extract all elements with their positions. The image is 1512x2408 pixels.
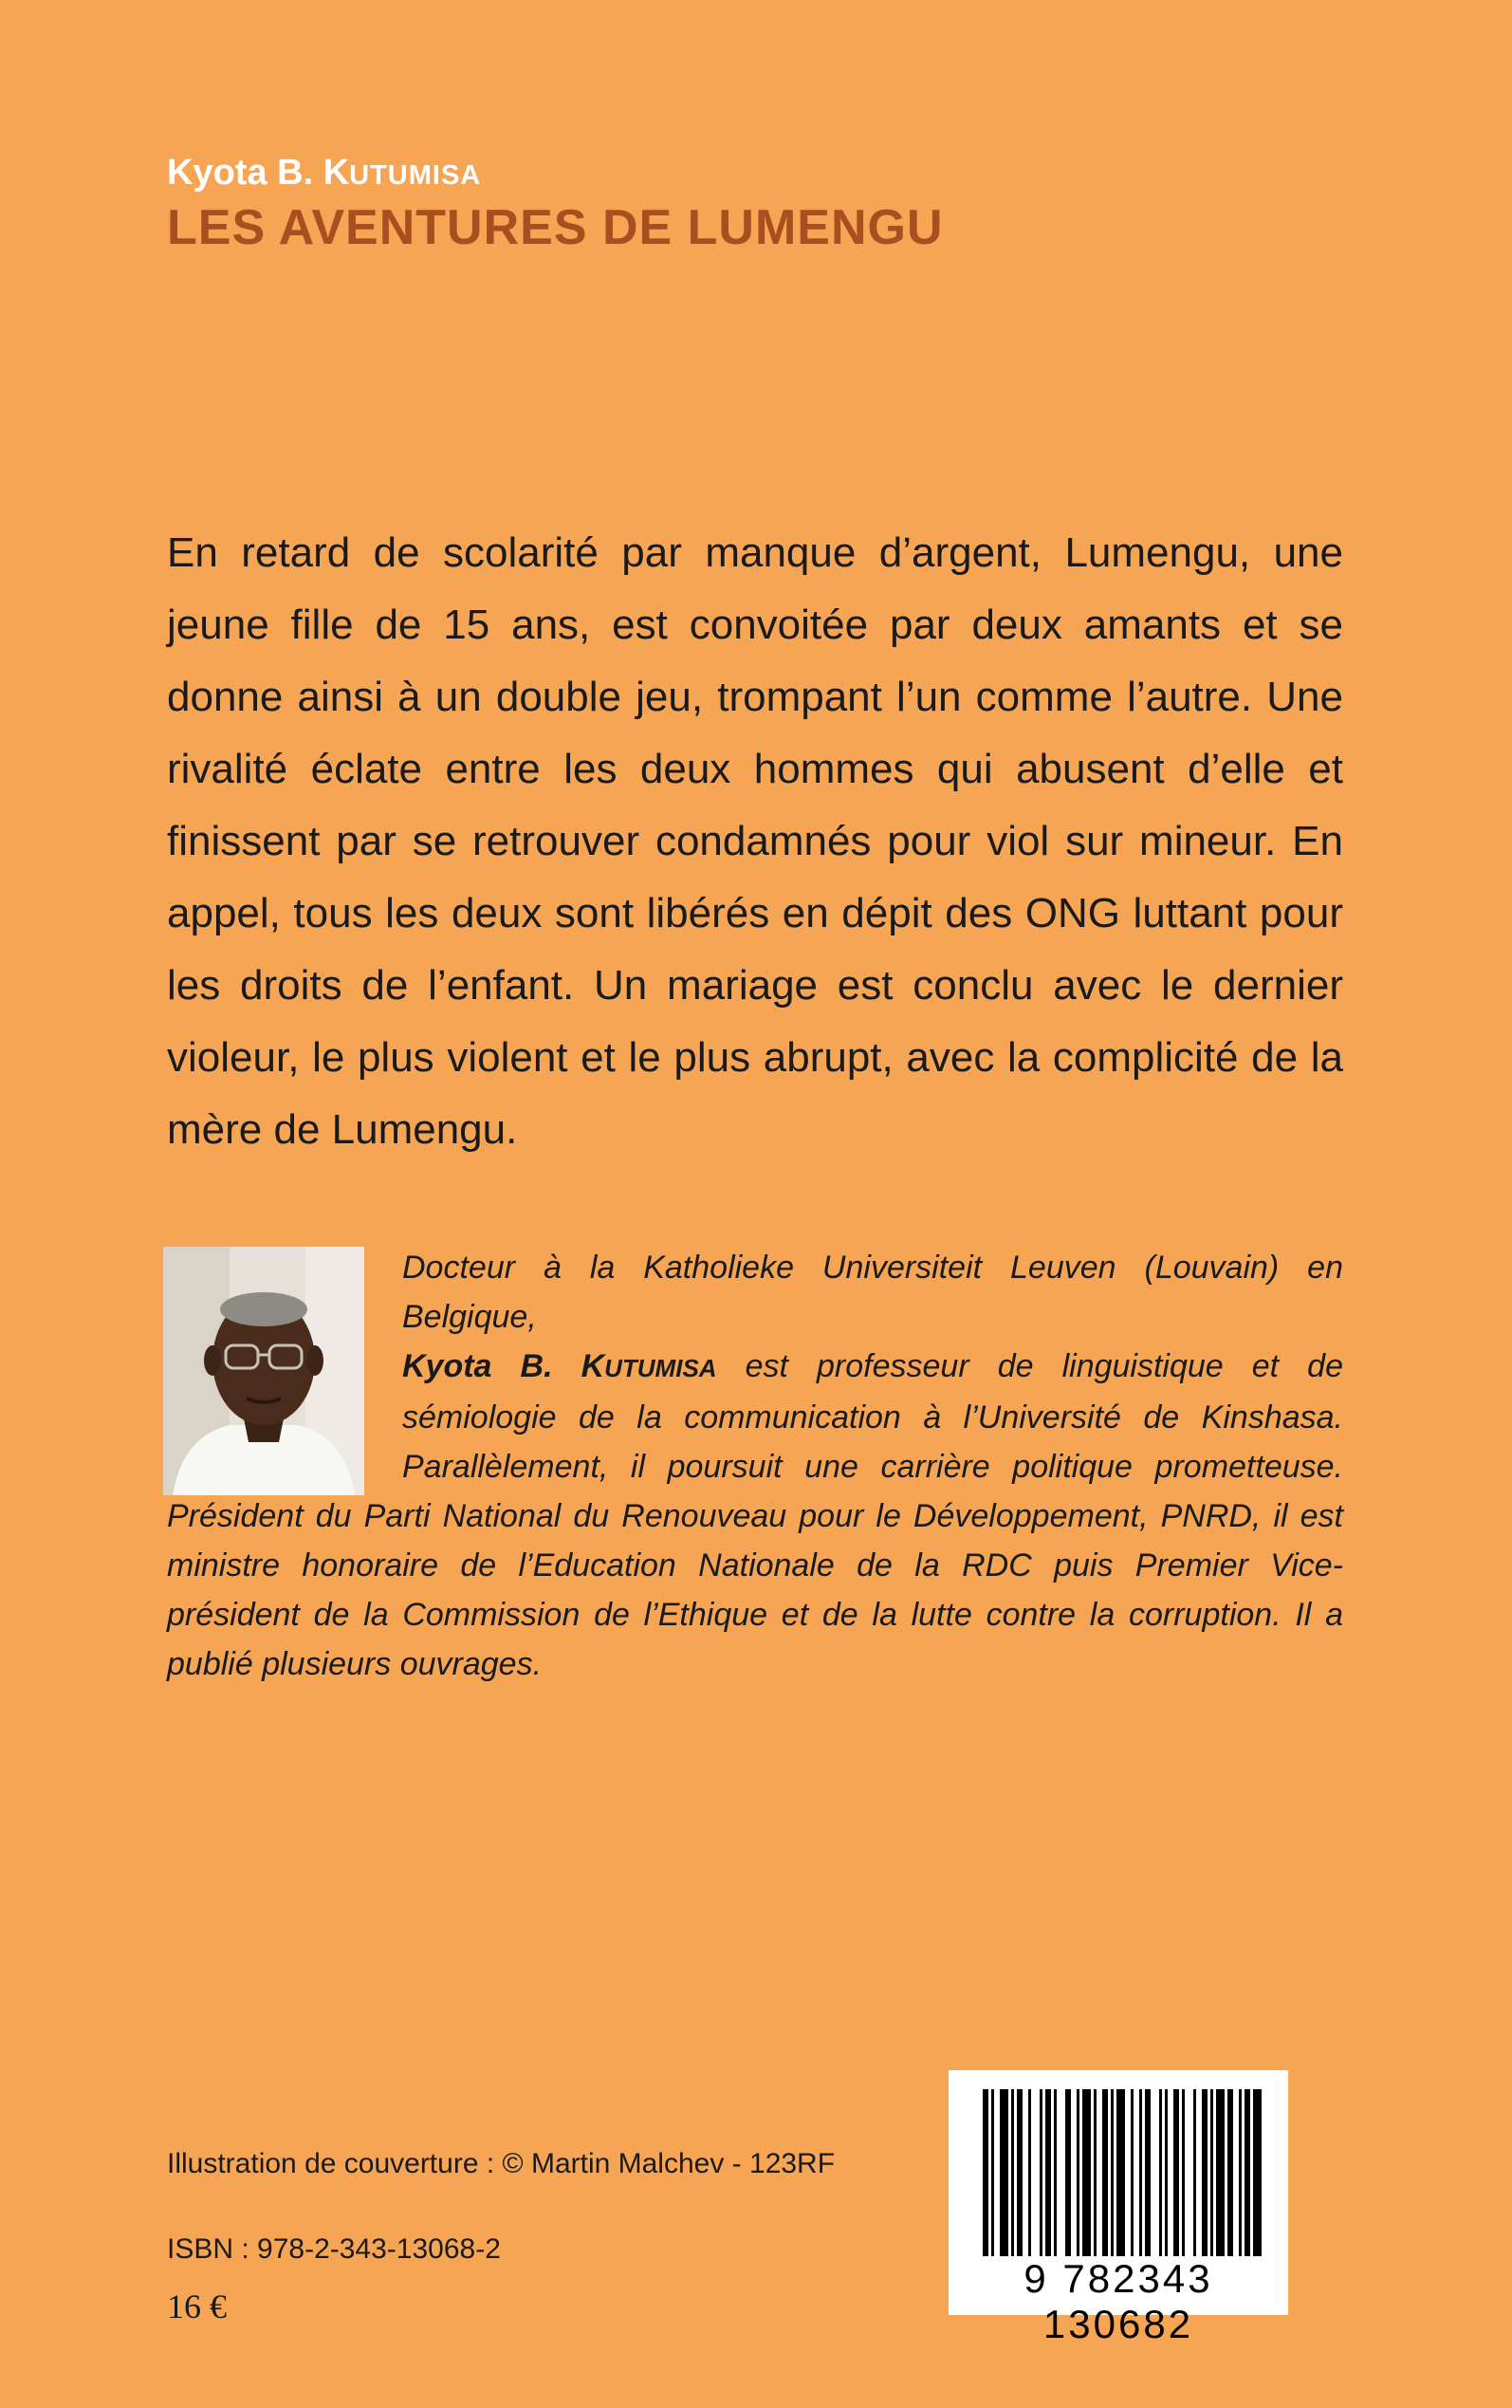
author-first: Kyota B. K — [167, 153, 350, 193]
price: 16 € — [167, 2288, 227, 2325]
barcode-bar — [1082, 2089, 1091, 2256]
book-title: LES AVENTURES DE LUMENGU — [167, 200, 944, 255]
barcode-bar — [1216, 2089, 1225, 2256]
barcode-bar — [1111, 2089, 1114, 2256]
barcode-bar — [1040, 2089, 1042, 2256]
cover-credit: Illustration de couverture : © Martin Malchev - 123RF — [167, 2148, 836, 2179]
barcode-bar — [1193, 2089, 1196, 2256]
barcode-bar — [1173, 2089, 1179, 2256]
barcode-bar — [1227, 2089, 1233, 2256]
barcode-bar — [1011, 2089, 1014, 2256]
barcode-bar — [983, 2089, 988, 2256]
barcode-bar — [1116, 2089, 1125, 2256]
barcode-bar — [1159, 2089, 1162, 2256]
barcode-bar — [1139, 2089, 1142, 2256]
photo-spacer — [167, 1243, 402, 1490]
bio-name-first: Kyota B. K — [402, 1348, 605, 1384]
barcode-bar — [1131, 2089, 1134, 2256]
bio-name-last: UTUMISA — [604, 1354, 717, 1382]
author-name — [167, 152, 481, 196]
barcode-digits: 9 782343 130682 — [1023, 2256, 1213, 2346]
barcode-bar — [1245, 2089, 1250, 2256]
barcode-bar — [1182, 2089, 1185, 2256]
isbn: ISBN : 978-2-343-13068-2 — [167, 2233, 501, 2265]
barcode-bar — [1065, 2089, 1071, 2256]
barcode-bars — [949, 2070, 1288, 2260]
barcode-bar — [1017, 2089, 1023, 2256]
barcode-bar — [1145, 2089, 1151, 2256]
barcode-bar — [1000, 2089, 1008, 2256]
barcode-bar — [991, 2089, 994, 2256]
barcode-bar — [1028, 2089, 1031, 2256]
barcode-bar — [1077, 2089, 1079, 2256]
bio-intro: Docteur à la Katholieke Universiteit Leuven (Louvain) en Belgique, — [402, 1250, 1343, 1335]
barcode-bar — [1253, 2089, 1262, 2256]
barcode-bar — [1102, 2089, 1108, 2256]
barcode-bar — [1045, 2089, 1051, 2256]
bio-body: est professeur de linguistique et de sémiologie de la communication à l’Université de Kinshasa. Parallèlement, il poursuit une carrière politique prometteuse. Président du Parti National du Renouveau pour le Développement, PNRD, il est ministre honoraire de l’Education Nationale de la RDC puis Premier Vice-président de la Commission de l’Ethique et de la lutte contre la corruption. Il a publié plusieurs ouvrages. — [167, 1348, 1343, 1682]
author-bio — [167, 1243, 1343, 1689]
barcode-bar — [1210, 2089, 1213, 2256]
barcode — [949, 2070, 1288, 2346]
bio-author-name — [402, 1348, 717, 1384]
barcode-bar — [1202, 2089, 1208, 2256]
barcode-bar — [1165, 2089, 1168, 2256]
barcode-bar — [1094, 2089, 1097, 2256]
barcode-bar — [1239, 2089, 1242, 2256]
author-last: UTUMISA — [349, 160, 482, 191]
barcode-bar — [1054, 2089, 1057, 2256]
synopsis: En retard de scolarité par manque d’argent, Lumengu, une jeune fille de 15 ans, est convoitée par deux amants et se donne ainsi à un double jeu, trompant l’un comme l’autre. Une rivalité éclate entre les deux hommes qui abusent d’elle et finissent par se retrouver condamnés pour viol sur mineur. En appel, tous les deux sont libérés en dépit des ONG luttant pour les droits de l’enfant. Un mariage est conclu avec le dernier violeur, le plus violent et le plus abrupt, avec la complicité de la mère de Lumengu. — [167, 529, 1343, 1153]
